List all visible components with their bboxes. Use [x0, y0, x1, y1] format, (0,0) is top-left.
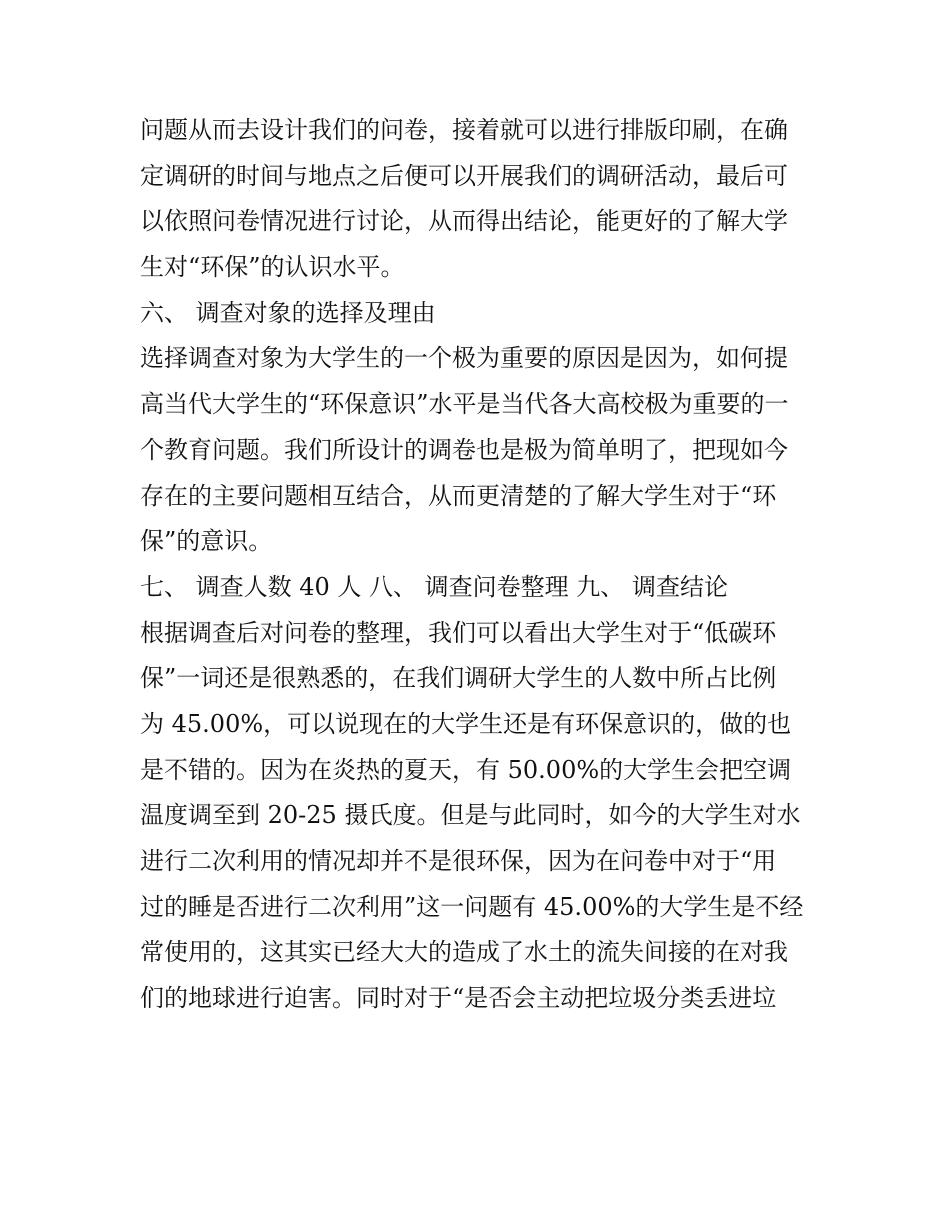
text-line: 定调研的时间与地点之后便可以开展我们的调研活动，最后可 — [140, 161, 788, 190]
text-line: 根据调查后对问卷的整理，我们可以看出大学生对于“低碳环 — [140, 618, 777, 647]
text-line: 过的睡是否进行二次利用”这一问题有 45.00%的大学生是不经 — [140, 892, 804, 921]
text-line: 以依照问卷情况进行讨论，从而得出结论，能更好的了解大学 — [140, 207, 788, 236]
text-line: 进行二次利用的情况却并不是很环保，因为在问卷中对于“用 — [140, 847, 777, 875]
text-line: 是不错的。因为在炎热的夏天，有 50.00%的大学生会把空调 — [140, 755, 792, 784]
text-line: 常使用的，这其实已经大大的造成了水土的流失间接的在对我 — [140, 938, 788, 967]
text-line: 们的地球进行迫害。同时对于“是否会主动把垃圾分类丢进垃 — [140, 984, 777, 1013]
text-line: 个教育问题。我们所设计的调卷也是极为简单明了，把现如今 — [140, 435, 788, 464]
text-line: 高当代大学生的“环保意识”水平是当代各大高校极为重要的一 — [140, 390, 789, 419]
section-heading-7-8-9: 七、 调查人数 40 人 八、 调查问卷整理 九、 调查结论 — [140, 572, 728, 601]
text-line: 存在的主要问题相互结合，从而更清楚的了解大学生对于“环 — [140, 481, 777, 510]
document-body — [140, 108, 820, 1022]
text-line: 温度调至到 20-25 摄氏度。但是与此同时，如今的大学生对水 — [140, 801, 801, 830]
text-line: 问题从而去设计我们的问卷，接着就可以进行排版印刷，在确 — [140, 116, 788, 144]
text-line: 保”一词还是很熟悉的，在我们调研大学生的人数中所占比例 — [140, 664, 777, 693]
text-line: 选择调查对象为大学生的一个极为重要的原因是因为，如何提 — [140, 344, 788, 373]
text-line: 保”的意识。 — [140, 527, 273, 556]
text-line: 为 45.00%，可以说现在的大学生还是有环保意识的，做的也 — [140, 709, 792, 738]
text-line: 生对“环保”的认识水平。 — [140, 253, 405, 282]
section-heading-6: 六、 调查对象的选择及理由 — [140, 298, 436, 327]
